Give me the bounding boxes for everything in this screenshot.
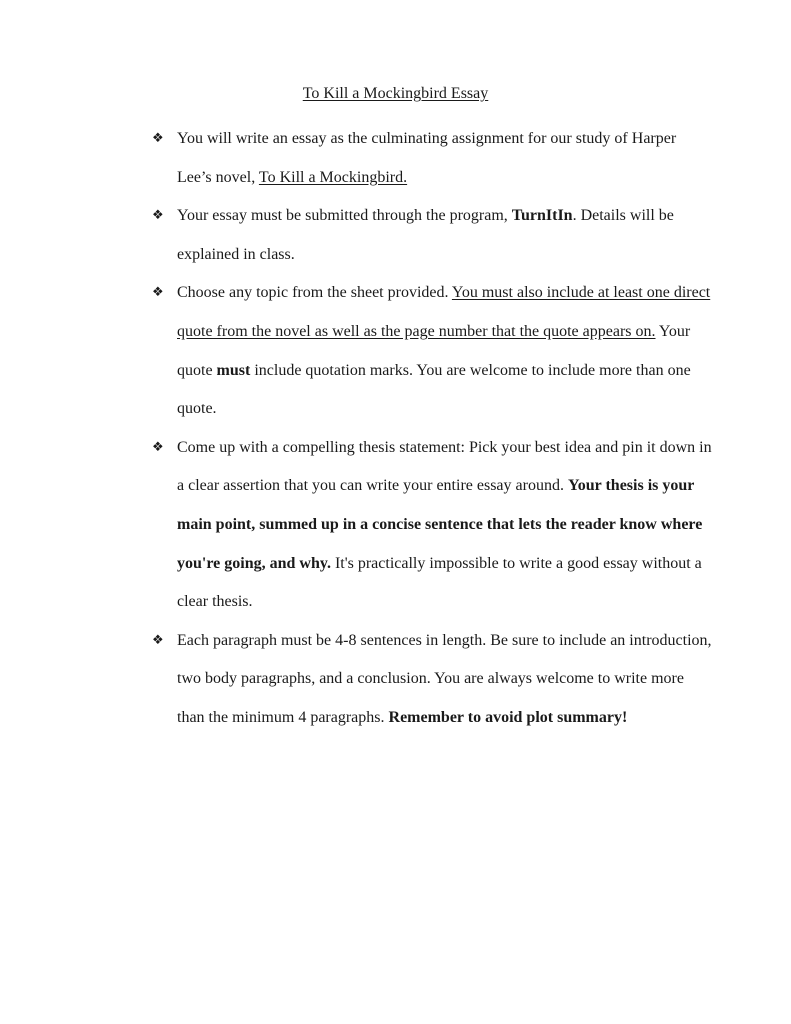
novel-title-underlined: To Kill a Mockingbird. (258, 168, 408, 186)
diamond-bullet-icon: ❖ (152, 208, 164, 224)
list-item (152, 429, 712, 622)
diamond-bullet-icon: ❖ (152, 632, 164, 648)
list-item (152, 120, 712, 197)
must-bold: must (216, 361, 251, 379)
turnitin-bold: TurnItIn (511, 207, 573, 225)
item-text: You will write an essay as the culminating assignment for our study of Harper Lee’s novel, (177, 130, 677, 186)
list-item (152, 197, 712, 274)
list-item (152, 622, 712, 738)
list-item (152, 274, 712, 428)
instruction-list (152, 120, 712, 738)
item-text: Your essay must be submitted through the program, (177, 207, 512, 225)
item-text: Your quote (177, 322, 691, 379)
item-text: Come up with a compelling thesis statement: Pick your best idea and pin it down in a clear assertion that you can write your entire essay around. (177, 438, 712, 495)
quote-requirement-underlined: You must also include at least one direct quote from the novel as well as the page number that the quote appears on. (177, 284, 711, 340)
item-text: Each paragraph must be 4-8 sentences in length. Be sure to include an introduction, two body paragraphs, and a conclusion. You are always welcome to write more than the minimum 4 paragraphs. (177, 631, 712, 726)
diamond-bullet-icon: ❖ (152, 285, 164, 301)
item-text: . Details will be explained in class. (177, 207, 674, 263)
item-text: Choose any topic from the sheet provided. (177, 284, 452, 302)
document-title: To Kill a Mockingbird Essay (302, 85, 489, 102)
diamond-bullet-icon: ❖ (152, 131, 164, 146)
plot-summary-reminder-bold: Remember to avoid plot summary! (388, 708, 628, 726)
item-text: include quotation marks. You are welcome to include more than one quote. (177, 361, 691, 418)
diamond-bullet-icon: ❖ (152, 439, 164, 455)
item-text: It's practically impossible to write a good essay without a clear thesis. (177, 554, 702, 611)
thesis-definition-bold: Your thesis is your main point, summed up in a concise sentence that lets the reader know where you're going, and why. (177, 477, 703, 572)
